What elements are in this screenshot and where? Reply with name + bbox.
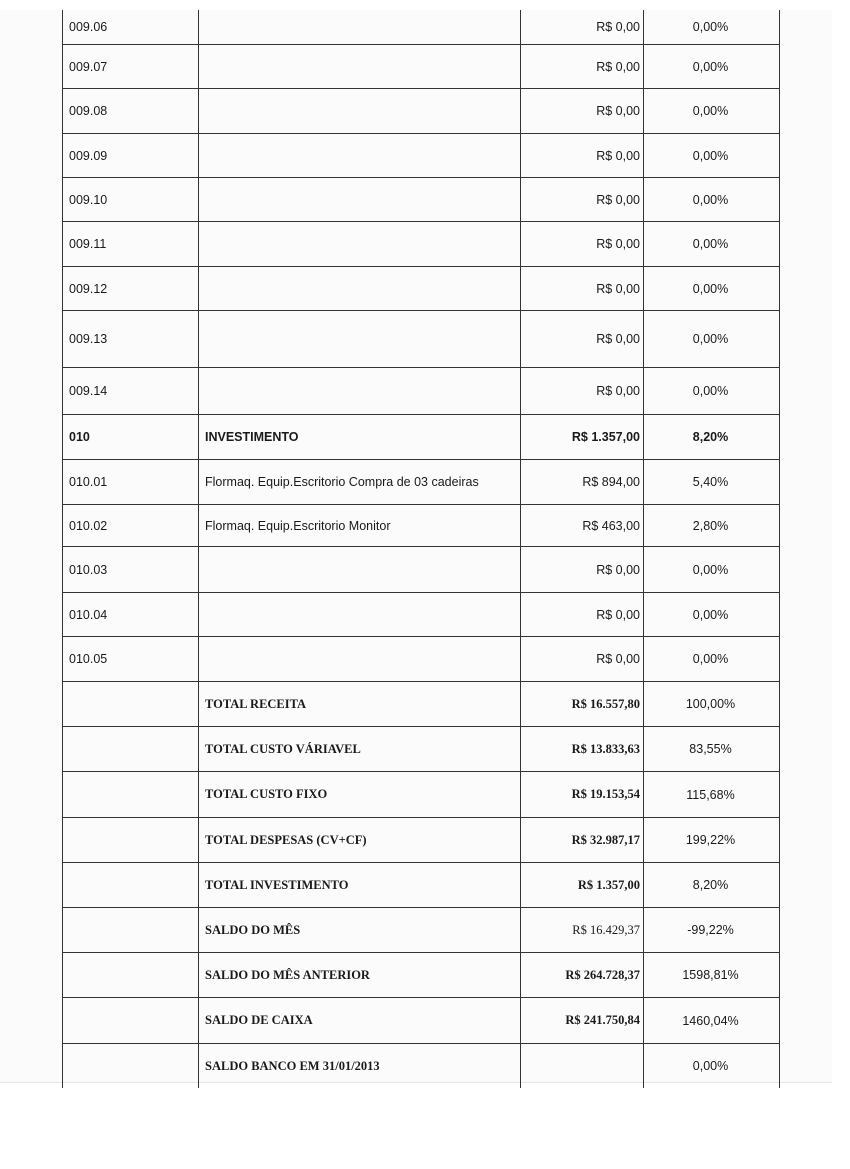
value-cell: R$ 0,00 (520, 593, 643, 636)
table-row (63, 10, 779, 45)
percent-cell: 0,00% (643, 547, 777, 592)
total-row (63, 998, 779, 1044)
description-cell (198, 178, 520, 221)
value-cell: R$ 19.153,54 (520, 772, 643, 817)
description-cell: INVESTIMENTO (198, 415, 520, 459)
value-cell: R$ 0,00 (520, 267, 643, 310)
description-cell (198, 134, 520, 177)
percent-cell: 100,00% (643, 682, 777, 726)
code-cell: 009.08 (69, 104, 108, 118)
percent-cell: 0,00% (643, 178, 777, 221)
description-cell (198, 89, 520, 133)
percent-cell: 5,40% (643, 460, 777, 504)
percent-cell: 0,00% (643, 222, 777, 266)
code-cell: 010.03 (69, 562, 108, 577)
table-row (63, 89, 779, 134)
code-cell: 010.05 (69, 652, 108, 666)
description-cell (198, 311, 520, 367)
code-cell (63, 727, 198, 771)
value-cell: R$ 13.833,63 (520, 727, 643, 771)
percent-cell: 0,00% (643, 134, 777, 177)
table-row (63, 460, 779, 505)
description-cell (198, 637, 520, 681)
code-cell (63, 682, 198, 726)
percent-cell: 8,20% (643, 415, 777, 459)
total-row (63, 772, 779, 818)
percent-cell: 0,00% (643, 10, 777, 44)
code-cell: 009.13 (69, 332, 108, 346)
code-cell: 010.02 (69, 518, 108, 533)
value-cell: R$ 264.728,37 (520, 953, 643, 997)
table-row (63, 311, 779, 368)
description-cell (198, 593, 520, 636)
code-cell: 009.09 (69, 148, 108, 163)
value-cell: R$ 463,00 (520, 505, 643, 546)
table-row (63, 505, 779, 547)
percent-cell: 0,00% (643, 368, 777, 414)
value-cell: R$ 894,00 (520, 460, 643, 504)
total-row (63, 682, 779, 727)
percent-cell: 2,80% (643, 505, 777, 546)
percent-cell: 199,22% (643, 818, 777, 862)
code-cell (63, 863, 198, 907)
total-row (63, 863, 779, 908)
table-row (63, 222, 779, 267)
value-cell: R$ 0,00 (520, 178, 643, 221)
value-cell: R$ 0,00 (520, 368, 643, 414)
section-header-row (63, 415, 779, 460)
value-cell: R$ 0,00 (520, 45, 643, 88)
value-cell: R$ 0,00 (520, 10, 643, 44)
description-cell (198, 45, 520, 88)
description-cell (198, 222, 520, 266)
table-row (63, 134, 779, 178)
percent-cell: 0,00% (643, 637, 777, 681)
value-cell (520, 1044, 643, 1088)
total-row (63, 908, 779, 953)
value-cell: R$ 1.357,00 (520, 415, 643, 459)
value-cell: R$ 0,00 (520, 89, 643, 133)
financial-table (62, 10, 780, 1088)
code-cell: 009.14 (69, 384, 108, 398)
percent-cell: 8,20% (643, 863, 777, 907)
description-cell: TOTAL CUSTO VÁRIAVEL (198, 727, 520, 771)
value-cell: R$ 0,00 (520, 311, 643, 367)
value-cell: R$ 16.557,80 (520, 682, 643, 726)
percent-cell: 0,00% (643, 593, 777, 636)
value-cell: R$ 0,00 (520, 637, 643, 681)
description-cell: Flormaq. Equip.Escritorio Monitor (198, 505, 520, 546)
description-cell: TOTAL DESPESAS (CV+CF) (198, 818, 520, 862)
description-cell: Flormaq. Equip.Escritorio Compra de 03 cadeiras (198, 460, 520, 504)
code-cell: 010 (69, 430, 90, 444)
percent-cell: 83,55% (643, 727, 777, 771)
description-cell: SALDO DO MÊS (198, 908, 520, 952)
description-cell (198, 267, 520, 310)
table-row (63, 178, 779, 222)
percent-cell: 0,00% (643, 45, 777, 88)
total-row (63, 727, 779, 772)
description-cell: SALDO DE CAIXA (198, 998, 520, 1043)
code-cell: 009.11 (69, 237, 107, 251)
scanned-page (0, 10, 832, 1083)
percent-cell: 0,00% (643, 89, 777, 133)
percent-cell: 1598,81% (643, 953, 777, 997)
description-cell: SALDO BANCO EM 31/01/2013 (198, 1044, 520, 1088)
description-cell: SALDO DO MÊS ANTERIOR (198, 953, 520, 997)
code-cell (63, 818, 198, 862)
total-row (63, 818, 779, 863)
table-row (63, 593, 779, 637)
code-cell (63, 772, 198, 817)
percent-cell: 115,68% (643, 772, 777, 817)
percent-cell: 0,00% (643, 311, 777, 367)
value-cell: R$ 1.357,00 (520, 863, 643, 907)
percent-cell: 1460,04% (643, 998, 777, 1043)
description-cell: TOTAL INVESTIMENTO (198, 863, 520, 907)
description-cell: TOTAL CUSTO FIXO (198, 772, 520, 817)
code-cell: 009.06 (69, 20, 108, 34)
value-cell: R$ 241.750,84 (520, 998, 643, 1043)
code-cell (63, 953, 198, 997)
code-cell: 009.07 (69, 59, 108, 74)
table-row (63, 368, 779, 415)
percent-cell: 0,00% (643, 267, 777, 310)
code-cell: 010.01 (69, 475, 108, 489)
total-row (63, 1044, 779, 1088)
table-row (63, 547, 779, 593)
code-cell (63, 998, 198, 1043)
table-row (63, 637, 779, 682)
percent-cell: 0,00% (643, 1044, 777, 1088)
description-cell: TOTAL RECEITA (198, 682, 520, 726)
table-row (63, 45, 779, 89)
value-cell: R$ 0,00 (520, 134, 643, 177)
description-cell (198, 10, 520, 44)
percent-cell: -99,22% (643, 908, 777, 952)
code-cell: 009.12 (69, 281, 108, 296)
total-row (63, 953, 779, 998)
value-cell: R$ 16.429,37 (520, 908, 643, 952)
value-cell: R$ 32.987,17 (520, 818, 643, 862)
code-cell: 010.04 (69, 607, 108, 622)
value-cell: R$ 0,00 (520, 547, 643, 592)
value-cell: R$ 0,00 (520, 222, 643, 266)
description-cell (198, 368, 520, 414)
code-cell (63, 1044, 198, 1088)
code-cell: 009.10 (69, 192, 108, 207)
code-cell (63, 908, 198, 952)
table-row (63, 267, 779, 311)
description-cell (198, 547, 520, 592)
